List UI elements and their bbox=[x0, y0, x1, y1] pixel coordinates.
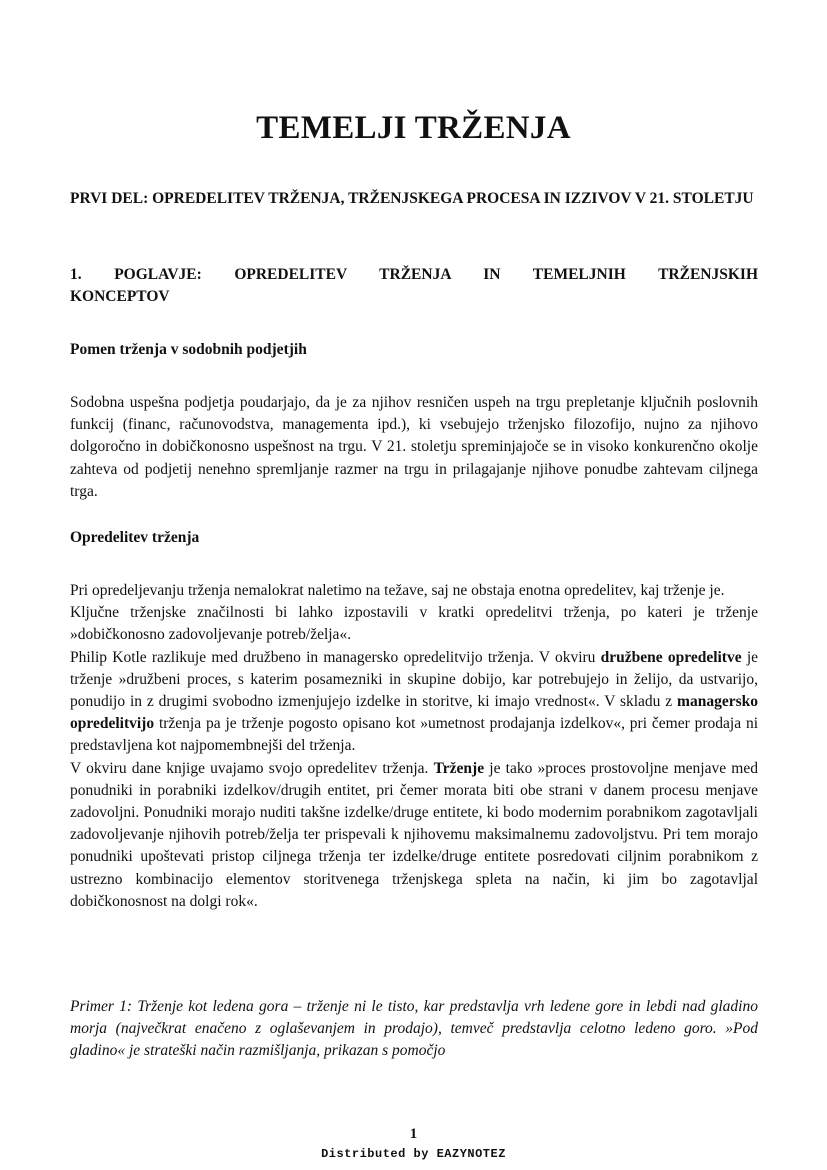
section-heading-opredelitev: Opredelitev trženja bbox=[70, 529, 200, 546]
chapter-heading-line1: 1. POGLAVJE: OPREDELITEV TRŽENJA IN TEMELJNIH TRŽENJSKIH bbox=[70, 266, 758, 283]
paragraph-block-opredelitev bbox=[70, 580, 758, 913]
paragraph-pomen bbox=[70, 392, 758, 503]
p4-bold-trzenje: Trženje bbox=[433, 759, 485, 777]
part-heading: PRVI DEL: OPREDELITEV TRŽENJA, TRŽENJSKEGA PROCESA IN IZZIVOV V 21. STOLETJU bbox=[70, 190, 754, 207]
p3-text-e: trženja pa je trženje pogosto opisano kot »umetnost prodajanja izdelkov«, pri čemer prodaja ni predstavljena kot najpomembnejši del trženja. bbox=[70, 715, 758, 755]
example-text: Primer 1: Trženje kot ledena gora – trženje ni le tisto, kar predstavlja vrh ledene gore in lebdi nad gladino morja (največkrat enačeno z oglaševanjem in prodajo), temveč predstavlja celotno ledeno goro. »Pod gladino« je strateški način razmišljanja, prikazan s pomočjo bbox=[70, 998, 758, 1060]
p4-text-c: je tako »proces prostovoljne menjave med ponudniki in porabniki izdelkov/drugih entitet, pri čemer morata biti obe strani v danem procesu menjave zadovoljni. Ponudniki morajo nuditi takšne izdelke/druge entitete, ki bodo modernim porabnikom zagotavljali zadovoljevanje njihovih potreb/želja ter prispevali k njihovemu maksimalnemu zadovoljstvu. Pri tem morajo ponudniki upoštevati pristop ciljnega trženja ter izdelke/druge entitete posredovati ciljnim porabnikom z ustrezno kombinacijo elementov storitvenega trženjskega spleta na način, ki jim bo zagotavljal dobičkonosnost na dolgi rok«. bbox=[70, 759, 758, 910]
p3-text-a: Philip Kotle razlikuje med družbeno in managersko opredelitvijo trženja. V okviru bbox=[70, 648, 601, 666]
p3-text-c: je trženje »družbeni proces, s katerim posamezniki in skupine dobijo, kar potrebujejo in želijo, da ustvarijo, ponudijo in z drugimi svobodno izmenjujejo izdelke in storitve, ki imajo vrednost«. V skladu z bbox=[70, 648, 759, 711]
chapter-heading bbox=[70, 264, 758, 308]
paragraph-p3 bbox=[70, 647, 758, 758]
page-number: 1 bbox=[409, 1126, 418, 1142]
paragraph-p4 bbox=[70, 758, 758, 913]
footer-distributed: Distributed by EAZYNOTEZ bbox=[321, 1147, 506, 1161]
example-paragraph bbox=[70, 996, 758, 1063]
p3-bold-druzbene: družbene opredelitve bbox=[600, 648, 742, 666]
paragraph-pomen-text: Sodobna uspešna podjetja poudarjajo, da je za njihov resničen uspeh na trgu prepletanje ključnih poslovnih funkcij (financ, računovodstva, managementa ipd.), ki vsebujejo trženjsko filozofijo, nujno za njihovo dolgoročno in dobičkonosno uspešnost na trgu. V 21. stoletju spreminjajoče se in visoko konkurenčno okolje zahteva od podjetij nenehno spremljanje razmer na trgu in prilagajanje njihove ponudbe zahtevam ciljnega trga. bbox=[70, 394, 758, 500]
chapter-heading-line2: KONCEPTOV bbox=[70, 288, 170, 305]
paragraph-p2: Ključne trženjske značilnosti bi lahko izpostavili v kratki opredelitvi trženja, po kateri je trženje »dobičkonosno zadovoljevanje potreb/želja«. bbox=[70, 604, 758, 644]
p4-text-a: V okviru dane knjige uvajamo svojo opredelitev trženja. bbox=[70, 759, 434, 777]
document-title: TEMELJI TRŽENJA bbox=[256, 110, 571, 146]
paragraph-p1: Pri opredeljevanju trženja nemalokrat naletimo na težave, saj ne obstaja enotna opredelitev, kaj trženje je. bbox=[70, 582, 725, 599]
section-heading-pomen: Pomen trženja v sodobnih podjetjih bbox=[70, 341, 307, 358]
p3-bold-managerske: managersko opredelitvijo bbox=[70, 693, 758, 733]
